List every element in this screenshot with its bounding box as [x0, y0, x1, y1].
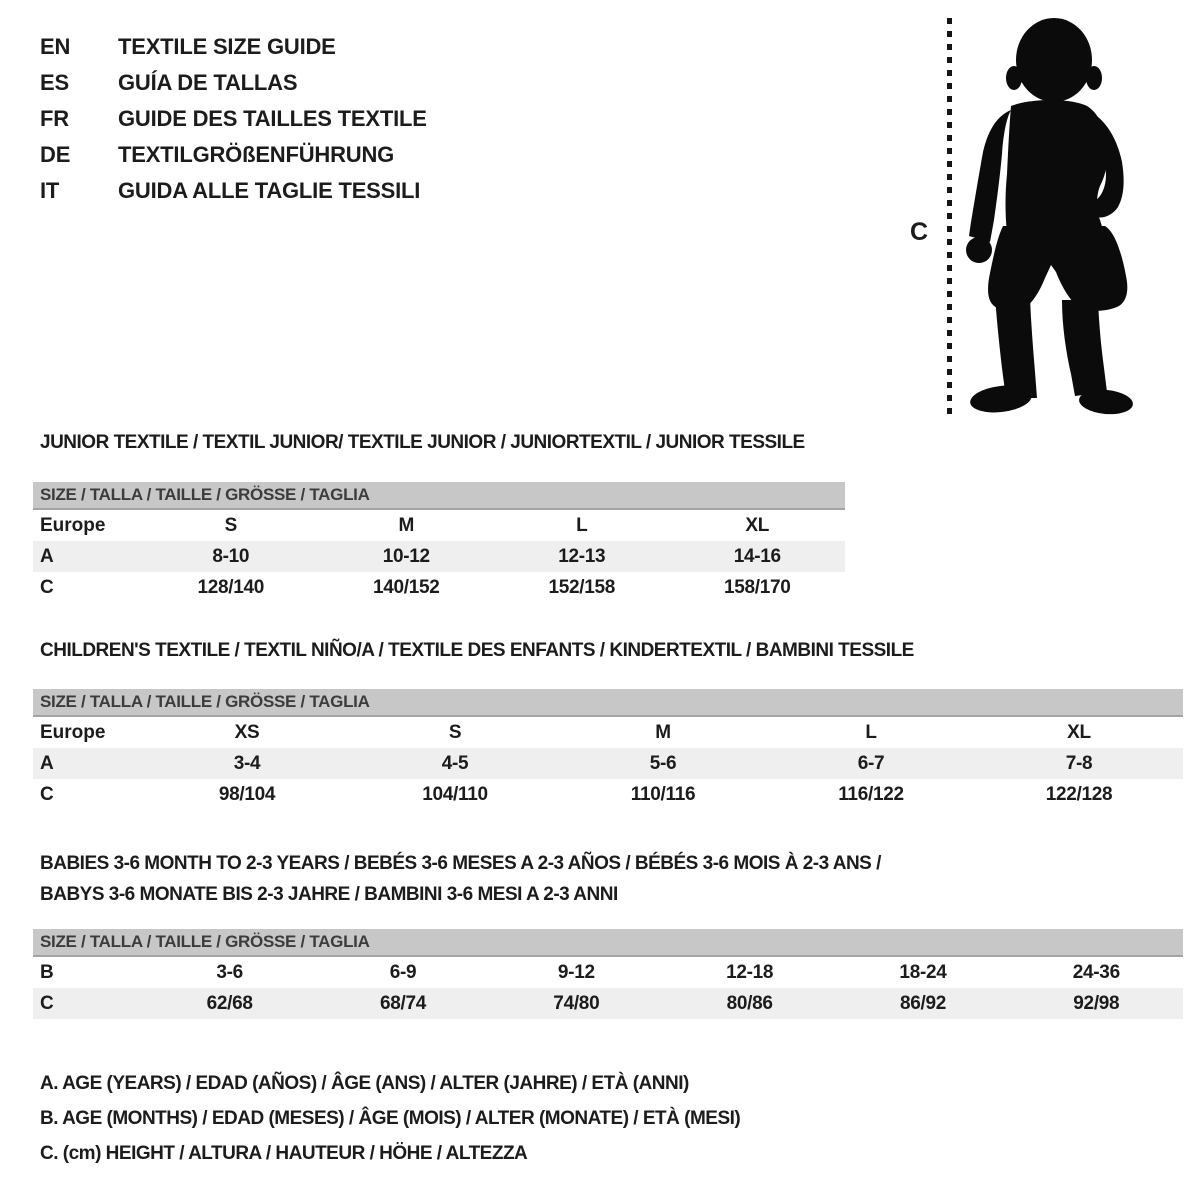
legend — [40, 1066, 740, 1171]
language-code: ES — [40, 70, 69, 95]
row-label-c: C — [40, 992, 54, 1014]
row-label-europe: Europe — [40, 721, 106, 743]
age-cell: 6-7 — [857, 752, 885, 774]
language-row-fr — [40, 101, 427, 137]
babies-title-line1: BABIES 3-6 MONTH TO 2-3 YEARS / BEBÉS 3-6 MESES A 2-3 AÑOS / BÉBÉS 3-6 MOIS À 2-3 ANS / — [40, 853, 881, 874]
babies-section-title — [40, 848, 881, 910]
height-cell: 62/68 — [206, 992, 253, 1014]
height-cell: 92/98 — [1073, 992, 1120, 1014]
children-age-row — [33, 748, 1183, 779]
legend-age-years: A. AGE (YEARS) / EDAD (AÑOS) / ÂGE (ANS) / ALTER (JAHRE) / ETÀ (ANNI) — [40, 1073, 689, 1094]
age-cell: 12-18 — [726, 961, 774, 983]
age-cell: 3-6 — [216, 961, 243, 983]
height-cell: 86/92 — [899, 992, 946, 1014]
junior-section-title: JUNIOR TEXTILE / TEXTIL JUNIOR/ TEXTILE JUNIOR / JUNIORTEXTIL / JUNIOR TESSILE — [40, 432, 805, 453]
junior-europe-row — [33, 510, 845, 541]
size-cell: M — [398, 514, 415, 536]
height-cell: 152/158 — [548, 576, 616, 598]
age-cell: 18-24 — [899, 961, 947, 983]
children-size-header-band: SIZE / TALLA / TAILLE / GRÖSSE / TAGLIA — [33, 689, 1183, 717]
children-size-table — [33, 689, 1183, 810]
height-cell: 68/74 — [379, 992, 427, 1014]
age-cell: 5-6 — [649, 752, 677, 774]
size-cell: S — [224, 514, 237, 536]
language-code: EN — [40, 34, 71, 59]
legend-height: C. (cm) HEIGHT / ALTURA / HAUTEUR / HÖHE / ALTEZZA — [40, 1143, 528, 1164]
guide-title-fr: GUIDE DES TAILLES TEXTILE — [118, 106, 427, 131]
junior-size-header-band: SIZE / TALLA / TAILLE / GRÖSSE / TAGLIA — [33, 482, 845, 510]
babies-age-row — [33, 957, 1183, 988]
language-code: DE — [40, 142, 71, 167]
height-cell: 158/170 — [723, 576, 791, 598]
height-cell: 128/140 — [197, 576, 265, 598]
row-label-c: C — [40, 783, 54, 805]
legend-age-months: B. AGE (MONTHS) / EDAD (MESES) / ÂGE (MOIS) / ALTER (MONATE) / ETÀ (MESI) — [40, 1108, 741, 1129]
babies-size-header-band: SIZE / TALLA / TAILLE / GRÖSSE / TAGLIA — [33, 929, 1183, 957]
age-cell: 14-16 — [733, 545, 781, 567]
babies-size-table — [33, 929, 1183, 1019]
row-label-europe: Europe — [40, 514, 106, 536]
language-row-it — [40, 173, 427, 209]
language-code: FR — [40, 106, 69, 131]
age-cell: 3-4 — [233, 752, 261, 774]
language-code: IT — [40, 178, 60, 203]
age-cell: 10-12 — [382, 545, 430, 567]
size-cell: L — [865, 721, 877, 743]
children-europe-row — [33, 717, 1183, 748]
language-list — [40, 29, 427, 209]
language-row-es — [40, 65, 427, 101]
row-label-a: A — [40, 752, 54, 774]
row-label-a: A — [40, 545, 54, 567]
size-cell: XL — [1067, 721, 1091, 743]
height-measure-label: C — [910, 218, 929, 246]
language-row-de — [40, 137, 427, 173]
junior-age-row — [33, 541, 845, 572]
age-cell: 12-13 — [558, 545, 606, 567]
height-cell: 80/86 — [726, 992, 773, 1014]
junior-height-row — [33, 572, 845, 603]
age-cell: 6-9 — [389, 961, 417, 983]
height-cell: 140/152 — [372, 576, 440, 598]
size-cell: M — [655, 721, 671, 743]
size-cell: XS — [234, 721, 260, 743]
guide-title-es: GUÍA DE TALLAS — [118, 70, 298, 95]
age-cell: 9-12 — [557, 961, 595, 983]
age-cell: 4-5 — [441, 752, 469, 774]
age-cell: 7-8 — [1065, 752, 1093, 774]
children-height-row — [33, 779, 1183, 810]
height-measure-dashed-line — [947, 18, 952, 416]
junior-size-table — [33, 482, 845, 603]
guide-title-it: GUIDA ALLE TAGLIE TESSILI — [118, 178, 421, 203]
toddler-silhouette — [958, 18, 1140, 418]
size-cell: XL — [745, 514, 770, 536]
age-cell: 8-10 — [212, 545, 250, 567]
row-label-b: B — [40, 961, 54, 983]
babies-height-row — [33, 988, 1183, 1019]
age-cell: 24-36 — [1072, 961, 1120, 983]
size-cell: S — [448, 721, 462, 743]
height-cell: 74/80 — [553, 992, 600, 1014]
size-cell: L — [576, 514, 588, 536]
height-cell: 110/116 — [630, 783, 696, 805]
height-cell: 122/128 — [1045, 783, 1113, 805]
row-label-c: C — [40, 576, 54, 598]
babies-title-line2: BABYS 3-6 MONATE BIS 2-3 JAHRE / BAMBINI 3-6 MESI A 2-3 ANNI — [40, 884, 618, 905]
language-row-en — [40, 29, 427, 65]
guide-title-en: TEXTILE SIZE GUIDE — [118, 34, 336, 59]
height-cell: 104/110 — [422, 783, 488, 805]
children-section-title: CHILDREN'S TEXTILE / TEXTIL NIÑO/A / TEXTILE DES ENFANTS / KINDERTEXTIL / BAMBINI TESSILE — [40, 640, 914, 661]
height-cell: 98/104 — [218, 783, 276, 805]
height-cell: 116/122 — [838, 783, 904, 805]
guide-title-de: TEXTILGRÖßENFÜHRUNG — [118, 142, 395, 167]
